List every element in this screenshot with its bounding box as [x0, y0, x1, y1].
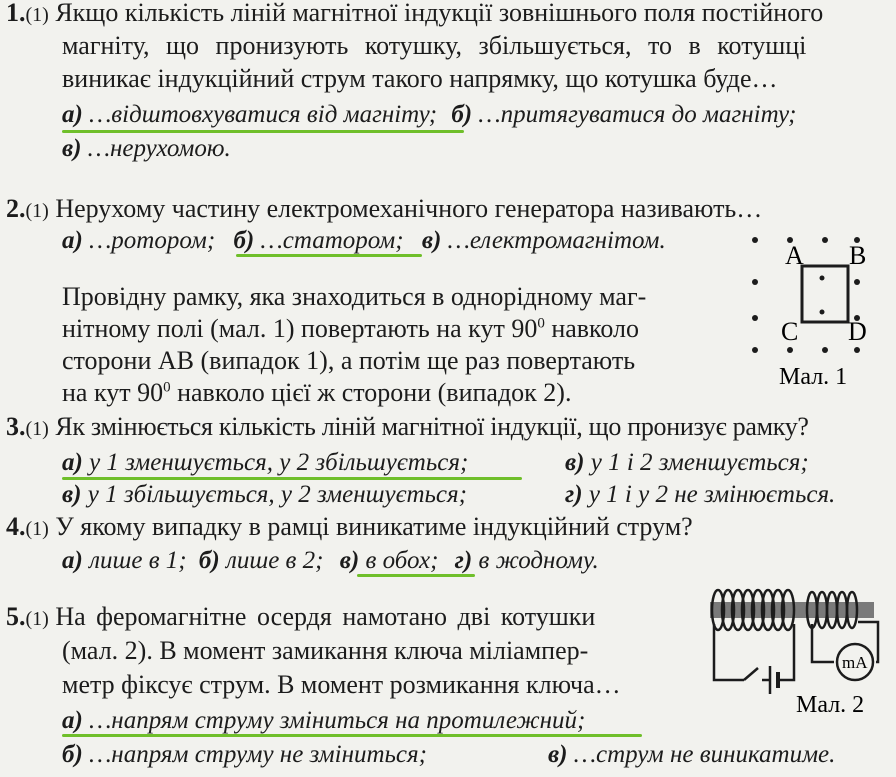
q2-opt-a-letter: а)	[62, 227, 83, 254]
q3-opt-d[interactable]: у 1 і у 2 не змінюється.	[588, 481, 836, 508]
right-circuit-wire	[812, 624, 834, 662]
q5-opt-c[interactable]: …струм не виникатиме.	[573, 741, 836, 768]
q4-opt-b[interactable]: лише в 2;	[225, 547, 324, 574]
q5-opt-a-letter: а)	[62, 707, 83, 734]
q4-opt-a[interactable]: лише в 1;	[89, 547, 187, 574]
intro-line-1: Провідну рамку, яка знаходиться в однорідному маг-	[62, 282, 647, 311]
q3-options-line-1	[62, 448, 468, 478]
field-dots	[752, 237, 860, 353]
q2-text: Нерухому частину електромеханічного генератора називають…	[55, 194, 763, 223]
q5-opt-b-letter: б)	[62, 741, 83, 768]
q1-line-1	[6, 0, 823, 30]
q3-opt-c[interactable]: у 1 збільшується, у 2 зменшується;	[87, 481, 467, 508]
q3-opt-a[interactable]: у 1 зменшується, у 2 збільшується;	[89, 449, 469, 476]
label-A: A	[785, 241, 804, 270]
intro-line-4	[62, 378, 571, 408]
q4-opt-d[interactable]: в жодному.	[478, 547, 599, 574]
figure-2-caption: Мал. 2	[796, 692, 865, 718]
intro-degree-1: 0	[537, 315, 545, 332]
intro-line-4-b: навколо цієї ж сторони (випадок 2).	[170, 378, 572, 407]
q2-options-line	[62, 226, 666, 256]
q1-line-2: магніту, що пронизують котушку, збільшується, то в котушці	[62, 31, 807, 60]
q5-opt-b[interactable]: …напрям струму не зміниться;	[89, 741, 427, 768]
q3-opt-c-letter: в)	[62, 481, 82, 508]
q5-options-line-2	[62, 740, 427, 770]
q2-points: (1)	[25, 200, 49, 222]
q1-opt-a-letter: а)	[62, 101, 83, 128]
intro-line-2-b: навколо	[544, 314, 639, 343]
q5-option-a-line	[62, 706, 585, 736]
milliammeter-label: mA	[842, 653, 868, 672]
q2-opt-c-letter: в)	[421, 227, 442, 254]
q5-opt-a[interactable]: …напрям струму зміниться на протилежний;	[89, 707, 586, 734]
label-C: C	[781, 317, 799, 346]
q4-opt-b-letter: б)	[198, 547, 220, 574]
q4-line	[6, 512, 693, 544]
label-D: D	[848, 317, 867, 346]
q1-number: 1.	[6, 0, 26, 27]
q3-options-line-2	[62, 480, 467, 510]
q3-points: (1)	[25, 418, 49, 440]
q1-opt-c-letter: в)	[62, 135, 82, 162]
label-B: B	[849, 241, 867, 270]
q1-options-line	[62, 100, 797, 130]
figure-1-caption: Мал. 1	[779, 364, 848, 390]
q2-number: 2.	[6, 194, 26, 223]
q3-opt-a-letter: а)	[62, 449, 83, 476]
q1-opt-a[interactable]: …відштовхуватися від магніту;	[89, 101, 438, 128]
q3-line	[6, 412, 809, 444]
q3-opt-d-letter: г)	[565, 481, 583, 508]
q1-opt-b-letter: б)	[451, 101, 473, 128]
q3-options-line-2b	[565, 480, 835, 510]
q5-points: (1)	[25, 608, 49, 630]
q1-answer-underline	[62, 130, 464, 133]
q5-line-3: метр фіксує струм. В момент розмикання ключа…	[62, 670, 621, 699]
q5-text-1: На феромагнітне осердя намотано дві котушки	[55, 602, 596, 631]
q2-answer-underline	[236, 254, 422, 257]
q5-line-1	[6, 602, 595, 634]
intro-line-2-a: нітному полі (мал. 1) повертають на кут 90	[62, 314, 538, 343]
q1-points: (1)	[25, 4, 49, 26]
intro-line-2	[62, 314, 639, 344]
q4-opt-d-letter: г)	[454, 547, 473, 574]
q3-opt-b-letter: в)	[565, 449, 585, 476]
q2-opt-b[interactable]: …статором;	[260, 227, 404, 254]
left-circuit-wire	[714, 624, 744, 680]
q3-options-line-1b	[565, 448, 809, 478]
figure-2	[700, 572, 890, 722]
q1-option-c-line	[62, 134, 231, 164]
key-switch	[744, 668, 758, 680]
q5-number: 5.	[6, 602, 26, 631]
q1-opt-b[interactable]: …притягуватися до магніту;	[478, 101, 797, 128]
q5-answer-underline	[62, 734, 642, 737]
q1-line-3: виникає індукційний струм такого напрямку, що котушка буде…	[62, 64, 778, 93]
q4-options-line	[62, 546, 599, 576]
q2-opt-a[interactable]: …ротором;	[89, 227, 216, 254]
q4-number: 4.	[6, 512, 26, 541]
q1-opt-c[interactable]: …нерухомою.	[87, 135, 231, 162]
intro-line-3: сторони АВ (випадок 1), а потім ще раз повертають	[62, 346, 636, 375]
q4-points: (1)	[25, 518, 49, 540]
conducting-frame	[802, 266, 848, 322]
left-circuit-wire-3	[778, 624, 794, 680]
q2-line	[6, 194, 762, 226]
q4-opt-a-letter: а)	[62, 547, 83, 574]
coil-left	[712, 590, 794, 630]
q2-opt-b-letter: б)	[233, 227, 255, 254]
q4-answer-underline	[357, 574, 475, 577]
q4-text: У якому випадку в рамці виникатиме індукційний струм?	[55, 512, 693, 541]
q3-opt-b[interactable]: у 1 і 2 зменшується;	[590, 449, 809, 476]
q5-options-line-2c	[548, 740, 835, 770]
figure-1	[745, 228, 885, 398]
q5-opt-c-letter: в)	[548, 741, 568, 768]
q5-line-2: (мал. 2). В момент замикання ключа міліампер-	[62, 636, 589, 665]
q3-number: 3.	[6, 412, 26, 441]
q2-opt-c[interactable]: …електромагнітом.	[447, 227, 666, 254]
intro-degree-2: 0	[163, 379, 171, 396]
q4-opt-c-letter: в)	[339, 547, 360, 574]
q4-opt-c[interactable]: в обох;	[365, 547, 439, 574]
q3-text: Як змінюється кількість ліній магнітної індукції, що пронизує рамку?	[55, 412, 809, 441]
q1-text-1: Якщо кількість ліній магнітної індукції зовнішнього поля постійного	[55, 0, 824, 27]
intro-line-4-a: на кут 90	[62, 378, 164, 407]
